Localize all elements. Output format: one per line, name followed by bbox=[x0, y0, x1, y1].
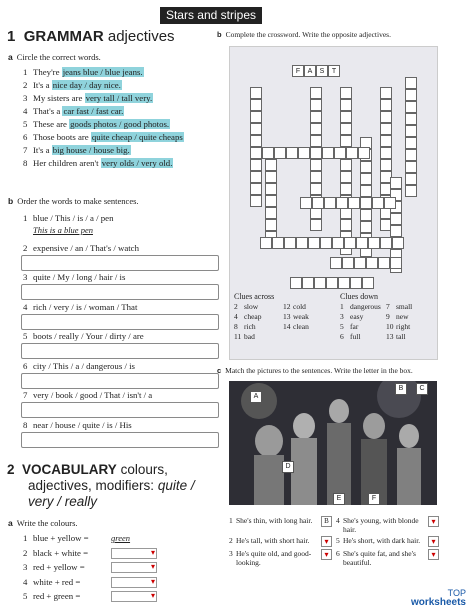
item-number: 6 bbox=[336, 549, 340, 558]
crossword-cell[interactable] bbox=[358, 147, 370, 159]
clue-across: 14 clean bbox=[283, 322, 309, 331]
vocab-a-item bbox=[23, 590, 157, 605]
grammar-a-item bbox=[23, 144, 184, 157]
crossword-cell[interactable] bbox=[405, 137, 417, 149]
exercise-a-list bbox=[23, 66, 184, 170]
crossword-cell[interactable] bbox=[390, 225, 402, 237]
colour-dropdown[interactable] bbox=[111, 548, 157, 559]
crossword-cell[interactable] bbox=[348, 197, 360, 209]
clue-across: 13 weak bbox=[283, 312, 309, 321]
crossword-cell[interactable] bbox=[354, 257, 366, 269]
crossword-cell[interactable] bbox=[286, 147, 298, 159]
crossword-cell[interactable] bbox=[265, 171, 277, 183]
match-item bbox=[336, 549, 439, 567]
crossword-cell[interactable] bbox=[298, 147, 310, 159]
item-number: 3 bbox=[23, 272, 28, 282]
crossword-cell[interactable] bbox=[262, 147, 274, 159]
exercise-b-list bbox=[23, 212, 219, 448]
grammar-b-item bbox=[23, 360, 219, 390]
crossword-cell[interactable] bbox=[378, 257, 390, 269]
item-text: He's quite old, and good-looking. bbox=[236, 549, 312, 567]
item-text: blue + yellow = bbox=[33, 533, 89, 543]
grammar-a-item bbox=[23, 131, 184, 144]
clue-down: 9 new bbox=[386, 312, 409, 321]
vocab-a-item bbox=[23, 561, 157, 576]
item-number: 5 bbox=[23, 119, 28, 129]
item-choice[interactable]: goods photos / good photos. bbox=[70, 119, 170, 129]
item-text: city / This / a / dangerous / is bbox=[33, 360, 135, 371]
clue-across: 12 cold bbox=[283, 302, 306, 311]
item-text: They're bbox=[33, 67, 60, 77]
item-number: 6 bbox=[23, 132, 28, 142]
item-text: near / house / quite / is / His bbox=[33, 419, 132, 430]
item-number: 8 bbox=[23, 419, 28, 430]
answer-text: green bbox=[111, 533, 131, 543]
answer-text: This is a blue pen bbox=[33, 225, 93, 235]
answer-input[interactable] bbox=[21, 255, 219, 271]
crossword-cell[interactable] bbox=[330, 257, 342, 269]
crossword-cell[interactable] bbox=[320, 237, 332, 249]
crossword-cell[interactable] bbox=[326, 277, 338, 289]
crossword-cell[interactable] bbox=[405, 161, 417, 173]
item-choice[interactable]: jeans blue / blue jeans. bbox=[62, 67, 143, 77]
answer-input[interactable] bbox=[21, 284, 219, 300]
item-text: It's a bbox=[33, 145, 50, 155]
crossword-cell[interactable] bbox=[342, 257, 354, 269]
crossword-cell[interactable] bbox=[265, 219, 277, 231]
crossword-cell[interactable] bbox=[380, 237, 392, 249]
item-number: 5 bbox=[23, 331, 28, 341]
clue-across: 4 cheap bbox=[234, 312, 262, 321]
grammar-a-item bbox=[23, 105, 184, 118]
answer-input[interactable] bbox=[21, 343, 219, 359]
crossword-cell[interactable] bbox=[296, 237, 308, 249]
crossword-cell[interactable] bbox=[265, 207, 277, 219]
grammar-a-item bbox=[23, 118, 184, 131]
crossword-cell[interactable] bbox=[360, 173, 372, 185]
crossword-cell[interactable] bbox=[290, 277, 302, 289]
crossword-cell[interactable] bbox=[340, 87, 352, 99]
crossword-cell[interactable] bbox=[310, 219, 322, 231]
grammar-a-item bbox=[23, 92, 184, 105]
grammar-b-item bbox=[23, 271, 219, 301]
match-instruction: c Match the pictures to the sentences. Write the letter in the box. bbox=[217, 366, 413, 375]
crossword-cell[interactable] bbox=[250, 147, 262, 159]
match-sentences bbox=[229, 516, 439, 569]
answer-box[interactable] bbox=[321, 549, 332, 560]
crossword-cell[interactable] bbox=[340, 183, 352, 195]
item-text: He's tall, with short hair. bbox=[236, 536, 310, 545]
colour-dropdown[interactable] bbox=[111, 591, 157, 602]
footer-logo: TOP worksheets bbox=[410, 588, 466, 608]
vocab-a-item bbox=[23, 576, 157, 591]
item-text: red + green = bbox=[33, 591, 81, 601]
item-text: red + yellow = bbox=[33, 562, 85, 572]
exercise-a-instruction: a Circle the correct words. bbox=[8, 52, 101, 62]
crossword-cell[interactable] bbox=[312, 197, 324, 209]
crossword-cell[interactable] bbox=[368, 237, 380, 249]
crossword-cell[interactable] bbox=[392, 237, 404, 249]
crossword-cell[interactable] bbox=[380, 135, 392, 147]
item-text: He's short, with dark hair. bbox=[343, 536, 421, 545]
crossword-cell[interactable] bbox=[310, 87, 322, 99]
crossword-cell[interactable] bbox=[302, 277, 314, 289]
crossword-cell[interactable] bbox=[366, 257, 378, 269]
answer-box[interactable] bbox=[428, 536, 439, 547]
item-text: boots / really / Your / dirty / are bbox=[33, 331, 144, 341]
item-text: Those boots are bbox=[33, 132, 89, 142]
item-number: 7 bbox=[23, 390, 28, 400]
crossword-cell[interactable] bbox=[356, 237, 368, 249]
answer-input[interactable] bbox=[21, 314, 219, 330]
clue-down: 6 full bbox=[340, 332, 361, 341]
crossword-cell[interactable] bbox=[380, 111, 392, 123]
crossword-cell[interactable] bbox=[250, 159, 262, 171]
crossword-cell[interactable] bbox=[405, 125, 417, 137]
crossword-cell[interactable] bbox=[390, 177, 402, 189]
item-number: 1 bbox=[229, 516, 233, 525]
crossword-cell[interactable]: A bbox=[304, 65, 316, 77]
item-number: 6 bbox=[23, 360, 28, 371]
item-number: 4 bbox=[23, 106, 28, 116]
answer-input[interactable] bbox=[21, 432, 219, 448]
item-text: That's a bbox=[33, 106, 61, 116]
clue-across: 2 slow bbox=[234, 302, 259, 311]
crossword-cell[interactable] bbox=[360, 209, 372, 221]
vocab-a-item bbox=[23, 547, 157, 562]
crossword-cell[interactable]: F bbox=[292, 65, 304, 77]
item-text: It's a bbox=[33, 80, 50, 90]
crossword-cell[interactable] bbox=[372, 197, 384, 209]
item-number: 2 bbox=[229, 536, 233, 545]
grammar-b-item bbox=[23, 242, 219, 272]
crossword-cell[interactable] bbox=[360, 161, 372, 173]
crossword-cell[interactable] bbox=[340, 123, 352, 135]
clue-down: 3 easy bbox=[340, 312, 364, 321]
grammar-b-item bbox=[23, 389, 219, 419]
crossword-cell[interactable] bbox=[332, 237, 344, 249]
crossword-cell[interactable] bbox=[340, 111, 352, 123]
crossword-cell[interactable] bbox=[310, 171, 322, 183]
crossword-cell[interactable] bbox=[390, 257, 402, 269]
answer-box[interactable] bbox=[428, 549, 439, 560]
photo-label-a: A bbox=[250, 391, 262, 403]
answer-box[interactable] bbox=[428, 516, 439, 527]
vocab-a-list bbox=[23, 532, 157, 605]
match-item bbox=[336, 516, 439, 534]
grammar-b-item bbox=[23, 419, 219, 449]
answer-box[interactable] bbox=[321, 536, 332, 547]
item-choice[interactable]: big house / house big. bbox=[52, 145, 130, 155]
crossword-cell[interactable] bbox=[405, 89, 417, 101]
crossword-cell[interactable] bbox=[310, 99, 322, 111]
crossword-instruction: b Complete the crossword. Write the opposite adjectives. bbox=[217, 30, 391, 39]
crossword-cell[interactable] bbox=[250, 87, 262, 99]
match-item bbox=[336, 536, 439, 547]
grammar-a-item bbox=[23, 157, 184, 170]
crossword-cell[interactable] bbox=[340, 135, 352, 147]
crossword-cell[interactable] bbox=[334, 147, 346, 159]
page-title: Stars and stripes bbox=[160, 7, 262, 24]
item-number: 4 bbox=[336, 516, 340, 525]
photo-label-d: D bbox=[282, 461, 294, 473]
crossword-cell[interactable] bbox=[310, 147, 322, 159]
crossword-cell[interactable] bbox=[274, 147, 286, 159]
clue-across: 8 rich bbox=[234, 322, 256, 331]
vocab-a-item bbox=[23, 532, 157, 547]
crossword-cell[interactable] bbox=[360, 221, 372, 233]
crossword-cell[interactable] bbox=[390, 213, 402, 225]
item-number: 5 bbox=[23, 591, 28, 601]
clue-down: 5 far bbox=[340, 322, 359, 331]
party-photo bbox=[229, 381, 437, 505]
item-text: white + red = bbox=[33, 576, 81, 587]
clue-down: 1 dangerous bbox=[340, 302, 381, 311]
item-choice[interactable]: quite cheap / quite cheaps bbox=[91, 132, 183, 142]
crossword-cell[interactable] bbox=[300, 197, 312, 209]
item-choice[interactable]: car fast / fast car. bbox=[63, 106, 124, 116]
crossword-cell[interactable] bbox=[340, 171, 352, 183]
crossword-cell[interactable] bbox=[310, 111, 322, 123]
crossword-cell[interactable] bbox=[405, 77, 417, 89]
item-choice[interactable]: nice day / day nice. bbox=[52, 80, 121, 90]
vocab-heading: 2 VOCABULARY colours, adjectives, modifiers: quite / very / really bbox=[7, 462, 195, 509]
crossword-cell[interactable]: S bbox=[316, 65, 328, 77]
crossword-cell[interactable] bbox=[322, 147, 334, 159]
crossword-cell[interactable] bbox=[346, 147, 358, 159]
item-text: rich / very / is / woman / That bbox=[33, 301, 138, 312]
clues-across-title: Clues across bbox=[234, 292, 275, 301]
crossword-cell[interactable] bbox=[310, 123, 322, 135]
grammar-a-item bbox=[23, 79, 184, 92]
crossword-cell[interactable] bbox=[405, 113, 417, 125]
colour-dropdown[interactable] bbox=[111, 577, 157, 588]
crossword-cell[interactable] bbox=[250, 111, 262, 123]
crossword-cell[interactable] bbox=[308, 237, 320, 249]
item-text: very / book / good / That / isn't / a bbox=[33, 390, 153, 400]
crossword-cell[interactable] bbox=[405, 101, 417, 113]
crossword-cell[interactable] bbox=[380, 159, 392, 171]
crossword-cell[interactable] bbox=[310, 183, 322, 195]
crossword-cell[interactable] bbox=[338, 277, 350, 289]
crossword-cell[interactable] bbox=[340, 219, 352, 231]
crossword-cell[interactable] bbox=[344, 237, 356, 249]
crossword-cell[interactable] bbox=[250, 135, 262, 147]
item-number: 7 bbox=[23, 145, 28, 155]
item-text: Her children aren't bbox=[33, 158, 99, 168]
item-number: 1 bbox=[23, 213, 28, 223]
crossword-cell[interactable] bbox=[350, 277, 362, 289]
colour-dropdown[interactable] bbox=[111, 562, 157, 573]
clue-down: 10 right bbox=[386, 322, 411, 331]
crossword-cell[interactable] bbox=[250, 183, 262, 195]
crossword-cell[interactable] bbox=[405, 149, 417, 161]
clue-down: 13 tall bbox=[386, 332, 406, 341]
crossword-cell[interactable] bbox=[340, 99, 352, 111]
crossword-cell[interactable] bbox=[310, 159, 322, 171]
crossword-clues bbox=[234, 292, 432, 342]
clue-across bbox=[283, 332, 332, 342]
item-number: 5 bbox=[336, 536, 340, 545]
grammar-b-item bbox=[23, 301, 219, 331]
photo-label-f: F bbox=[368, 493, 380, 505]
crossword-cell[interactable] bbox=[260, 237, 272, 249]
match-item bbox=[229, 536, 332, 547]
crossword-cell[interactable] bbox=[314, 277, 326, 289]
crossword-cell[interactable] bbox=[380, 99, 392, 111]
photo-label-b: B bbox=[395, 383, 407, 395]
item-number: 1 bbox=[23, 533, 28, 543]
crossword-cell[interactable] bbox=[380, 147, 392, 159]
item-number: 2 bbox=[23, 547, 28, 558]
crossword-cell[interactable] bbox=[405, 185, 417, 197]
item-number: 4 bbox=[23, 301, 28, 312]
answer-box[interactable]: B bbox=[321, 516, 332, 527]
grammar-a-item bbox=[23, 66, 184, 79]
crossword-cell[interactable] bbox=[284, 237, 296, 249]
crossword-cell[interactable] bbox=[340, 159, 352, 171]
item-number: 2 bbox=[23, 242, 28, 253]
crossword-cell[interactable] bbox=[265, 195, 277, 207]
item-number: 3 bbox=[23, 562, 28, 572]
crossword-cell[interactable] bbox=[310, 135, 322, 147]
crossword-cell[interactable] bbox=[360, 185, 372, 197]
clue-across: 11 bad bbox=[234, 332, 255, 341]
clue-down: 7 small bbox=[386, 302, 413, 311]
crossword-cell[interactable] bbox=[272, 237, 284, 249]
crossword-cell[interactable] bbox=[250, 195, 262, 207]
item-text: expensive / an / That's / watch bbox=[33, 242, 139, 253]
crossword-cell[interactable] bbox=[336, 197, 348, 209]
crossword-cell[interactable]: T bbox=[328, 65, 340, 77]
item-number: 1 bbox=[23, 67, 28, 77]
item-text: quite / My / long / hair / is bbox=[33, 272, 126, 282]
item-text: She's thin, with long hair. bbox=[236, 516, 313, 525]
grammar-b-item bbox=[23, 212, 219, 242]
item-choice[interactable]: very olds / very old. bbox=[101, 158, 173, 168]
crossword-cell[interactable] bbox=[384, 197, 396, 209]
vocab-a-instruction: a Write the colours. bbox=[8, 518, 78, 528]
crossword-cell[interactable] bbox=[362, 277, 374, 289]
exercise-b-instruction: b Order the words to make sentences. bbox=[8, 196, 139, 206]
match-item bbox=[229, 516, 332, 534]
item-number: 2 bbox=[23, 80, 28, 90]
grammar-b-item bbox=[23, 330, 219, 360]
photo-label-e: E bbox=[333, 493, 345, 505]
answer-input[interactable] bbox=[21, 402, 219, 418]
answer-input[interactable] bbox=[21, 373, 219, 389]
crossword-cell[interactable] bbox=[380, 87, 392, 99]
crossword-cell[interactable] bbox=[360, 197, 372, 209]
crossword-cell[interactable] bbox=[250, 171, 262, 183]
item-text: My sisters are bbox=[33, 93, 83, 103]
crossword-cell[interactable] bbox=[405, 173, 417, 185]
crossword-cell[interactable] bbox=[324, 197, 336, 209]
item-number: 8 bbox=[23, 158, 28, 168]
crossword-cell[interactable] bbox=[380, 123, 392, 135]
item-choice[interactable]: very tall / tall very. bbox=[85, 93, 153, 103]
grammar-heading: 1 GRAMMAR adjectives bbox=[7, 28, 175, 45]
clues-down-title: Clues down bbox=[340, 292, 378, 301]
item-text: She's quite fat, and she's beautiful. bbox=[343, 549, 416, 567]
item-text: black + white = bbox=[33, 547, 89, 558]
item-text: blue / This / is / a / pen bbox=[33, 213, 114, 223]
item-number: 4 bbox=[23, 576, 28, 587]
photo-label-c: C bbox=[416, 383, 428, 395]
item-text: She's young, with blonde hair. bbox=[343, 516, 419, 534]
item-number: 3 bbox=[23, 93, 28, 103]
item-text: These are bbox=[33, 119, 67, 129]
crossword-cell[interactable] bbox=[250, 99, 262, 111]
crossword-cell[interactable] bbox=[265, 159, 277, 171]
item-number: 3 bbox=[229, 549, 233, 558]
match-item bbox=[229, 549, 332, 567]
crossword-cell[interactable] bbox=[265, 183, 277, 195]
crossword-cell[interactable] bbox=[250, 123, 262, 135]
